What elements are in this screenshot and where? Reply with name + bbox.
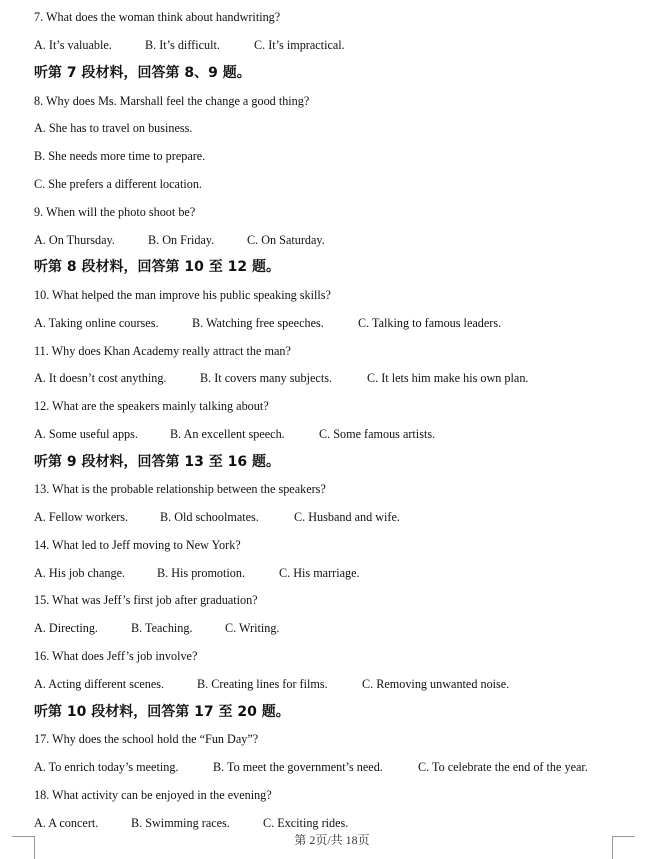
question-16-option-a: A. Acting different scenes. [34, 677, 165, 691]
question-15-option-c: C. Writing. [225, 621, 280, 635]
question-17: 17. Why does the school hold the “Fun Day”? [34, 732, 259, 746]
page-number: 第 2页/共 18页 [294, 833, 370, 847]
question-11-option-a: A. It doesn’t cost anything. [34, 371, 167, 385]
question-13: 13. What is the probable relationship between the speakers? [34, 482, 326, 496]
question-13-option-a: A. Fellow workers. [34, 510, 129, 524]
section-heading-8: 听第 8 段材料，回答第 10 至 12 题。 [34, 259, 280, 275]
question-16-option-c: C. Removing unwanted noise. [362, 677, 510, 691]
question-15-option-a: A. Directing. [34, 621, 98, 635]
question-10-option-b: B. Watching free speeches. [192, 316, 324, 330]
question-10-option-a: A. Taking online courses. [34, 316, 159, 330]
section-heading-10: 听第 10 段材料，回答第 17 至 20 题。 [34, 704, 290, 720]
question-11-option-c: C. It lets him make his own plan. [367, 371, 529, 385]
question-12-option-b: B. An excellent speech. [170, 427, 285, 441]
question-9-option-c: C. On Saturday. [247, 233, 325, 247]
question-16: 16. What does Jeff’s job involve? [34, 649, 198, 663]
question-12: 12. What are the speakers mainly talking about? [34, 399, 269, 413]
question-11: 11. Why does Khan Academy really attract the man? [34, 344, 291, 358]
question-18-option-b: B. Swimming races. [131, 816, 230, 830]
question-9-option-a: A. On Thursday. [34, 233, 115, 247]
question-14: 14. What led to Jeff moving to New York? [34, 538, 241, 552]
section-heading-9: 听第 9 段材料，回答第 13 至 16 题。 [34, 454, 280, 470]
question-13-option-b: B. Old schoolmates. [160, 510, 259, 524]
question-14-option-a: A. His job change. [34, 566, 126, 580]
question-8-option-c: C. She prefers a different location. [34, 177, 202, 191]
question-17-option-a: A. To enrich today’s meeting. [34, 760, 179, 774]
question-9-option-b: B. On Friday. [148, 233, 215, 247]
question-15: 15. What was Jeff’s first job after graduation? [34, 593, 258, 607]
question-14-option-b: B. His promotion. [157, 566, 246, 580]
question-12-option-c: C. Some famous artists. [319, 427, 436, 441]
question-14-option-c: C. His marriage. [279, 566, 360, 580]
section-heading-7: 听第 7 段材料，回答第 8、9 题。 [34, 65, 251, 81]
question-7: 7. What does the woman think about handwriting? [34, 10, 281, 24]
question-8-option-b: B. She needs more time to prepare. [34, 149, 206, 163]
question-7-option-c: C. It’s impractical. [254, 38, 345, 52]
question-16-option-b: B. Creating lines for films. [197, 677, 328, 691]
question-13-option-c: C. Husband and wife. [294, 510, 400, 524]
question-18-option-a: A. A concert. [34, 816, 99, 830]
question-8-option-a: A. She has to travel on business. [34, 121, 193, 135]
question-7-option-a: A. It’s valuable. [34, 38, 112, 52]
question-17-option-c: C. To celebrate the end of the year. [418, 760, 588, 774]
question-10: 10. What helped the man improve his public speaking skills? [34, 288, 331, 302]
question-17-option-b: B. To meet the government’s need. [213, 760, 383, 774]
question-11-option-b: B. It covers many subjects. [200, 371, 333, 385]
question-12-option-a: A. Some useful apps. [34, 427, 138, 441]
question-18: 18. What activity can be enjoyed in the evening? [34, 788, 272, 802]
question-15-option-b: B. Teaching. [131, 621, 193, 635]
question-18-option-c: C. Exciting rides. [263, 816, 349, 830]
question-10-option-c: C. Talking to famous leaders. [358, 316, 502, 330]
question-8: 8. Why does Ms. Marshall feel the change a good thing? [34, 94, 310, 108]
question-9: 9. When will the photo shoot be? [34, 205, 196, 219]
question-7-option-b: B. It’s difficult. [145, 38, 220, 52]
